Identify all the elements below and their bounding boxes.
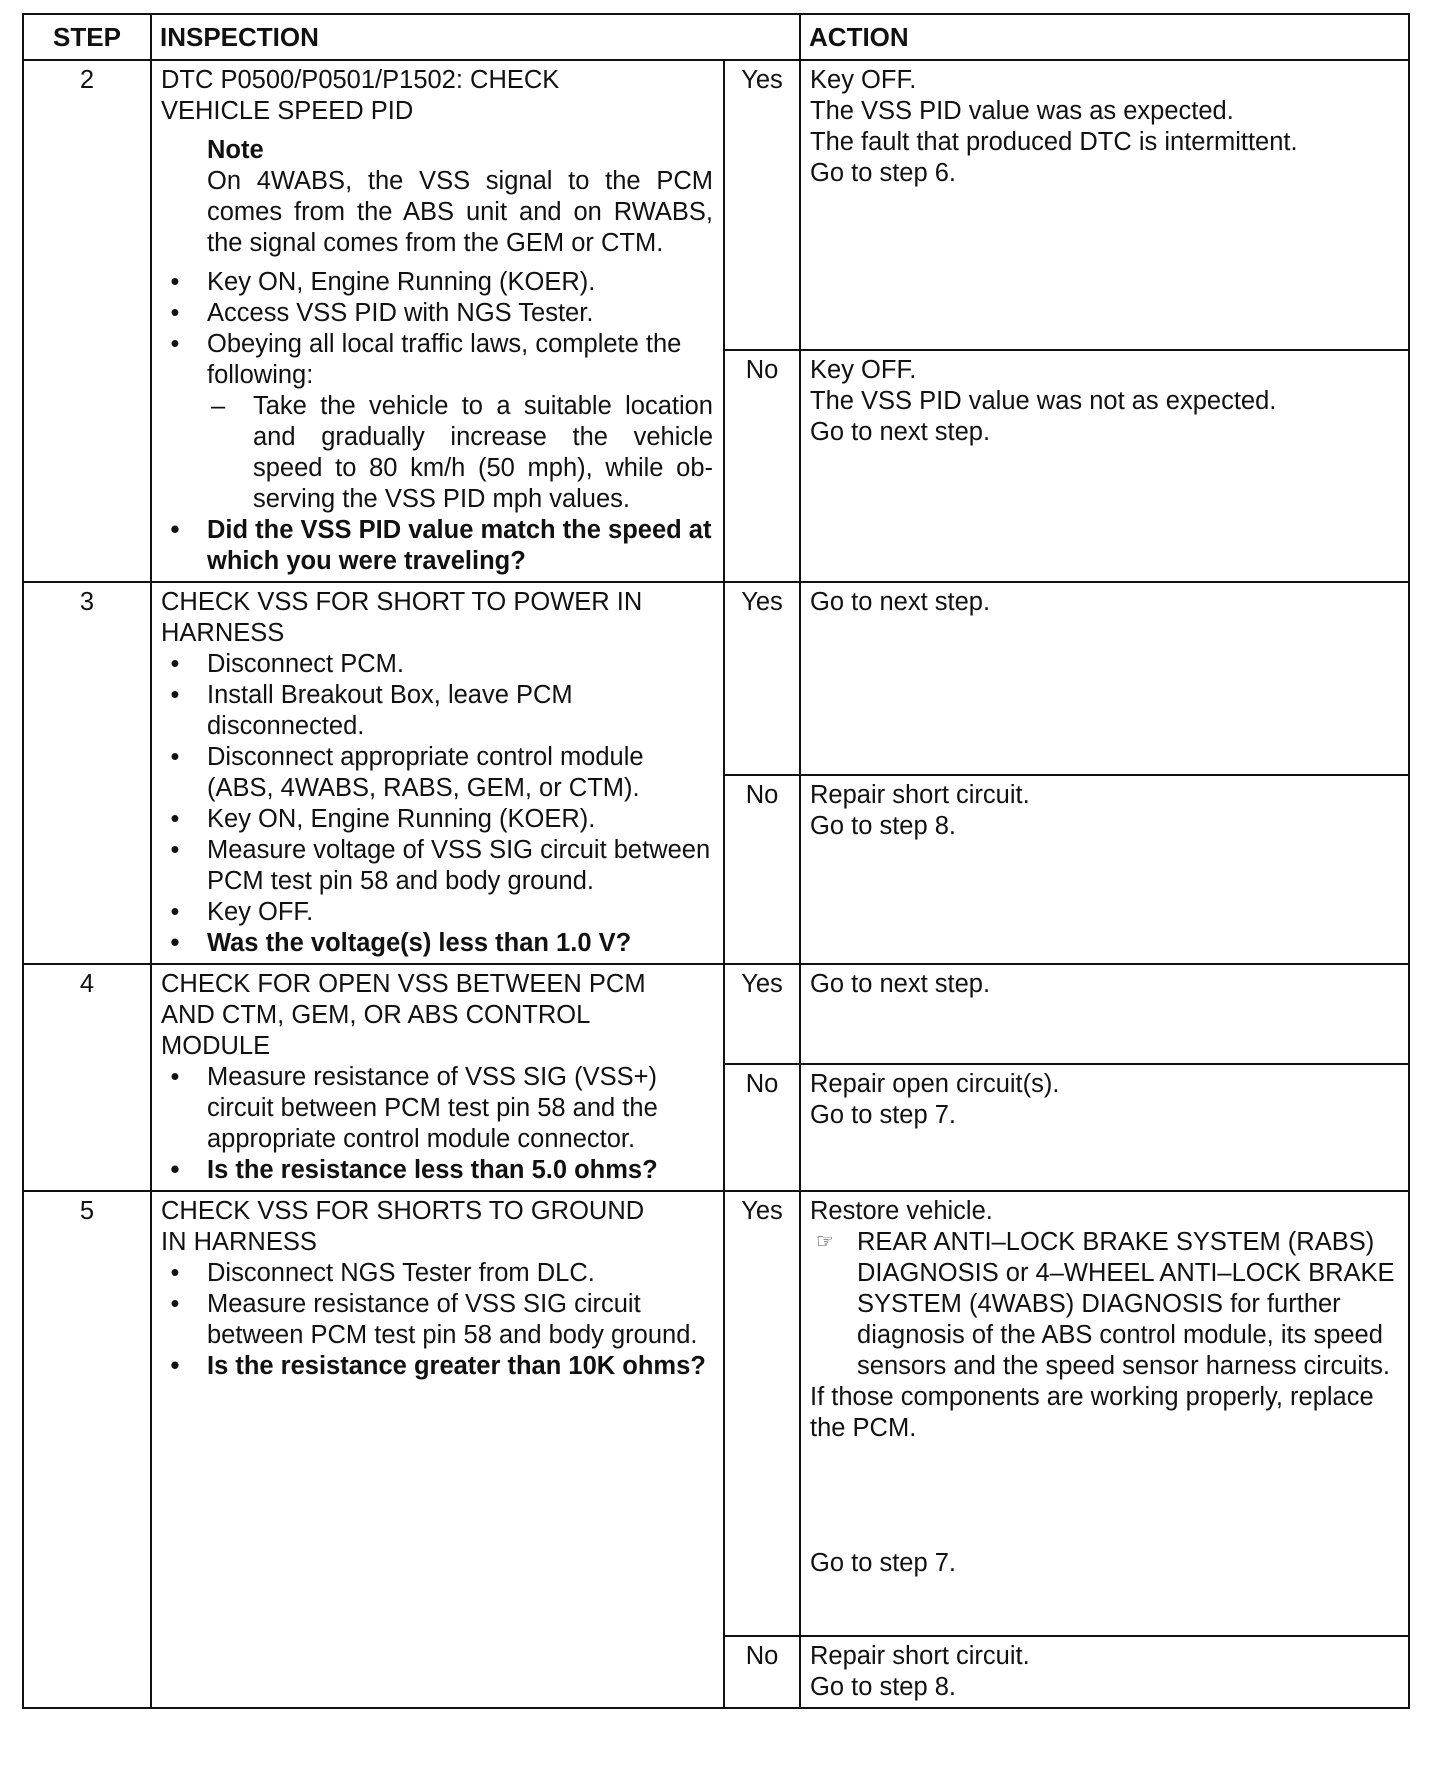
yes-label: Yes <box>724 1191 800 1636</box>
no-label: No <box>724 1636 800 1708</box>
action-line: The VSS PID value was not as expected. <box>810 387 1277 415</box>
yes-label: Yes <box>724 964 800 1064</box>
yes-action <box>800 964 1409 1064</box>
list-item <box>161 897 713 928</box>
list-item <box>161 298 713 329</box>
step-row-3-yes <box>23 582 1409 775</box>
step-row-4-yes <box>23 964 1409 1064</box>
list-item-text: Obeying all local traffic laws, complete the following: <box>207 330 682 389</box>
bullet-icon: • <box>170 650 180 678</box>
bullet-icon: • <box>170 1352 180 1380</box>
action-line: Key OFF. <box>810 66 917 94</box>
action-line: Go to step 7. <box>810 1549 957 1577</box>
note-text: On 4WABS, the VSS signal to the PCM comes from the ABS unit and on RWABS, the signal comes from the GEM or CTM. <box>207 167 713 257</box>
bullet-icon: • <box>170 1290 180 1318</box>
action-line: Repair short circuit. <box>810 781 1030 809</box>
step-title: HARNESS <box>161 619 285 647</box>
reference-item <box>810 1227 1399 1382</box>
bullet-icon: • <box>170 1063 180 1091</box>
action-line: Repair open circuit(s). <box>810 1070 1060 1098</box>
step-title: CHECK FOR OPEN VSS BETWEEN PCM <box>161 970 646 998</box>
no-label: No <box>724 350 800 582</box>
step-number: 3 <box>23 582 151 964</box>
inspection-cell <box>151 60 724 582</box>
question-item <box>161 1351 713 1382</box>
no-action <box>800 775 1409 964</box>
question-text: Is the resistance greater than 10K ohms? <box>207 1352 706 1380</box>
step-title: CHECK VSS FOR SHORTS TO GROUND <box>161 1197 645 1225</box>
no-action <box>800 350 1409 582</box>
list-item <box>161 1258 713 1289</box>
pointing-hand-icon: ☞ <box>816 1231 834 1253</box>
sub-list-item <box>207 391 713 515</box>
list-item-text: Disconnect PCM. <box>207 650 404 678</box>
list-item-text: Key OFF. <box>207 898 314 926</box>
bullet-icon: • <box>170 898 180 926</box>
action-line: The fault that produced DTC is intermittent. <box>810 128 1298 156</box>
bullet-icon: • <box>170 516 180 544</box>
step-title: CHECK VSS FOR SHORT TO POWER IN <box>161 588 643 616</box>
bullet-list <box>161 649 713 959</box>
spacer <box>810 1444 1399 1548</box>
header-row <box>23 14 1409 60</box>
list-item <box>161 649 713 680</box>
action-line: Go to step 8. <box>810 1673 957 1701</box>
list-item <box>161 329 713 515</box>
question-item <box>161 515 713 577</box>
step-number: 5 <box>23 1191 151 1708</box>
question-item <box>161 928 713 959</box>
list-item-text: Key ON, Engine Running (KOER). <box>207 268 596 296</box>
action-line: If those components are working properly, replace the PCM. <box>810 1383 1374 1442</box>
diagnostic-table <box>22 13 1410 1709</box>
list-item-text: Disconnect appropriate control module (ABS, 4WABS, RABS, GEM, or CTM). <box>207 743 644 802</box>
step-title: DTC P0500/P0501/P1502: CHECK <box>161 66 560 94</box>
yes-action <box>800 582 1409 775</box>
no-action <box>800 1636 1409 1708</box>
bullet-icon: • <box>170 1156 180 1184</box>
inspection-cell <box>151 1191 724 1708</box>
reference-text: REAR ANTI–LOCK BRAKE SYSTEM (RABS) DIAGNOSIS or 4–WHEEL ANTI–LOCK BRAKE SYSTEM (4WABS) DIAGNOSIS for further diagnosis of the ABS control module, its speed sensors and the speed sensor harness circuits. <box>857 1228 1395 1380</box>
list-item <box>161 804 713 835</box>
step-row-5-yes <box>23 1191 1409 1636</box>
list-item-text: Access VSS PID with NGS Tester. <box>207 299 594 327</box>
list-item-text: Measure resistance of VSS SIG circuit between PCM test pin 58 and body ground. <box>207 1290 698 1349</box>
inspection-cell <box>151 582 724 964</box>
action-line: Key OFF. <box>810 356 917 384</box>
step-title: AND CTM, GEM, OR ABS CONTROL <box>161 1001 591 1029</box>
step-row-2-yes <box>23 60 1409 350</box>
header-action: ACTION <box>800 14 1409 60</box>
step-title: MODULE <box>161 1032 271 1060</box>
step-title: VEHICLE SPEED PID <box>161 97 414 125</box>
yes-label: Yes <box>724 60 800 350</box>
action-line: Go to next step. <box>810 588 991 616</box>
action-line: Repair short circuit. <box>810 1642 1030 1670</box>
sub-list-item-text: Take the vehicle to a suitable location and gradually increase the vehicle speed to 80 km/h (50 mph), while ob- serving the VSS PID mph values. <box>253 392 713 513</box>
bullet-icon: • <box>170 299 180 327</box>
action-line: The VSS PID value was as expected. <box>810 97 1234 125</box>
list-item <box>161 742 713 804</box>
question-item <box>161 1155 713 1186</box>
yes-label: Yes <box>724 582 800 775</box>
list-item-text: Measure voltage of VSS SIG circuit between PCM test pin 58 and body ground. <box>207 836 711 895</box>
step-number: 2 <box>23 60 151 582</box>
bullet-icon: • <box>170 330 180 358</box>
question-text: Is the resistance less than 5.0 ohms? <box>207 1156 658 1184</box>
note-heading: Note <box>207 136 264 164</box>
list-item <box>161 1062 713 1155</box>
bullet-icon: • <box>170 1259 180 1287</box>
bullet-icon: • <box>170 743 180 771</box>
action-line: Go to step 7. <box>810 1101 957 1129</box>
question-text: Did the VSS PID value match the speed at which you were traveling? <box>207 516 712 575</box>
no-label: No <box>724 775 800 964</box>
bullet-list <box>161 1258 713 1382</box>
no-label: No <box>724 1064 800 1191</box>
bullet-list <box>161 1062 713 1186</box>
action-line: Go to step 8. <box>810 812 957 840</box>
bullet-icon: • <box>170 836 180 864</box>
header-inspection: INSPECTION <box>151 14 800 60</box>
question-text: Was the voltage(s) less than 1.0 V? <box>207 929 632 957</box>
list-item <box>161 835 713 897</box>
no-action <box>800 1064 1409 1191</box>
inspection-cell <box>151 964 724 1191</box>
yes-action <box>800 60 1409 350</box>
header-step: STEP <box>23 14 151 60</box>
action-line: Restore vehicle. <box>810 1197 993 1225</box>
yes-action <box>800 1191 1409 1636</box>
action-line: Go to next step. <box>810 970 991 998</box>
bullet-list <box>161 267 713 577</box>
dash-icon: – <box>211 392 226 420</box>
action-line: Go to next step. <box>810 418 991 446</box>
action-line: Go to step 6. <box>810 159 957 187</box>
list-item-text: Measure resistance of VSS SIG (VSS+) circuit between PCM test pin 58 and the appropriate control module connector. <box>207 1063 658 1153</box>
note-block <box>207 135 713 259</box>
list-item <box>161 680 713 742</box>
list-item-text: Disconnect NGS Tester from DLC. <box>207 1259 595 1287</box>
bullet-icon: • <box>170 268 180 296</box>
step-number: 4 <box>23 964 151 1191</box>
bullet-icon: • <box>170 681 180 709</box>
list-item-text: Install Breakout Box, leave PCM disconnected. <box>207 681 573 740</box>
list-item <box>161 1289 713 1351</box>
list-item-text: Key ON, Engine Running (KOER). <box>207 805 596 833</box>
bullet-icon: • <box>170 805 180 833</box>
list-item <box>161 267 713 298</box>
step-title: IN HARNESS <box>161 1228 317 1256</box>
bullet-icon: • <box>170 929 180 957</box>
